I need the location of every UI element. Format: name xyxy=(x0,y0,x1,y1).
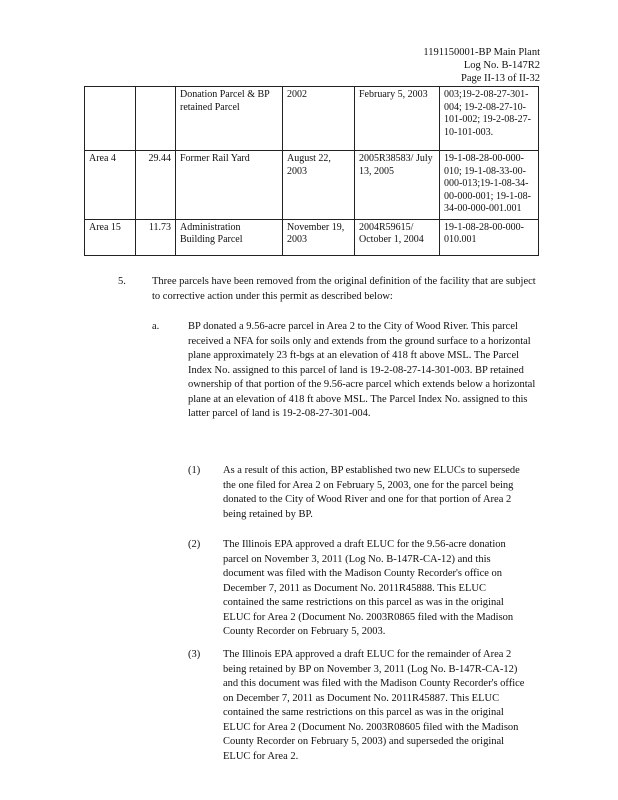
table-cell: 2005R38583/ July 13, 2005 xyxy=(355,151,440,220)
table-cell: February 5, 2003 xyxy=(355,87,440,151)
table-cell: 19-1-08-28-00-000-010.001 xyxy=(440,219,539,255)
table-cell: 2004R59615/ October 1, 2004 xyxy=(355,219,440,255)
table-cell: 19-1-08-28-00-000-010; 19-1-08-33-00-000-013;19-1-08-34-00-000-001; 19-1-08-34-00-000-001.001 xyxy=(440,151,539,220)
table-cell: August 22, 2003 xyxy=(283,151,355,220)
table-cell: Donation Parcel & BP retained Parcel xyxy=(176,87,283,151)
table-cell: Area 15 xyxy=(85,219,136,255)
item-5-text: Three parcels have been removed from the original definition of the facility that are subject to corrective action under this permit as described below: xyxy=(152,276,536,302)
table-cell xyxy=(85,87,136,151)
table-cell xyxy=(136,87,176,151)
table-row xyxy=(85,219,539,255)
table-cell: 2002 xyxy=(283,87,355,151)
item-a-label: a. xyxy=(152,321,160,332)
subitem-2-text: The Illinois EPA approved a draft ELUC for the 9.56-acre donation parcel on November 3, 2011 (Log No. B-147R-CA-12) and this document was filed with the Madison County Recorder's office on December 7, 2011 as Document No. 2011R45888. This ELUC contained the same restrictions on this parcel as was in the original ELUC for Area 2 (Document No. 2003R0865 filed with the Madison County Recorder on February 5, 2003. xyxy=(223,539,514,637)
table-cell: 003;19-2-08-27-301-004; 19-2-08-27-10-101-002; 19-2-08-27-10-101-003. xyxy=(440,87,539,151)
item-5-number: 5. xyxy=(118,276,126,287)
table-cell: Former Rail Yard xyxy=(176,151,283,220)
table-row xyxy=(85,151,539,220)
parcel-table xyxy=(84,86,539,256)
table-row xyxy=(85,87,539,151)
subitem-3-label: (3) xyxy=(188,649,201,660)
subitem-2-label: (2) xyxy=(188,539,201,550)
subitem-1-label: (1) xyxy=(188,465,201,476)
page-header xyxy=(423,46,540,85)
table-cell: November 19, 2003 xyxy=(283,219,355,255)
table-cell: 11.73 xyxy=(136,219,176,255)
table-cell: Area 4 xyxy=(85,151,136,220)
facility-id: 1191150001-BP Main Plant xyxy=(423,47,540,58)
page-number: Page II-13 of II-32 xyxy=(460,73,540,84)
table-cell: 29.44 xyxy=(136,151,176,220)
item-a-text: BP donated a 9.56-acre parcel in Area 2 to the City of Wood River. This parcel received a NFA for soils only and extends from the ground surface to a horizontal plane approximately 23 ft-bgs at an elevation of 418 ft above MSL. The Parcel Index No. assigned to this parcel of land is 19-2-08-27-14-301-003. BP retained ownership of that portion of the 9.56-acre parcel which extends below a horizontal plane at an elevation of 418 ft above MSL. The Parcel Index No. assigned to this latter parcel of land is 19-2-08-27-301-004. xyxy=(188,321,536,419)
subitem-1-text: As a result of this action, BP established two new ELUCs to supersede the one filed for Area 2 on February 5, 2003, one for the parcel being donated to the City of Wood River and one for that portion of Area 2 being retained by BP. xyxy=(223,465,520,520)
log-number: Log No. B-147R2 xyxy=(463,60,540,71)
subitem-3-text: The Illinois EPA approved a draft ELUC for the remainder of Area 2 being retained by BP on November 3, 2011 (Log No. B-147R-CA-12) and this document was filed with the Madison County Recorder's office on December 7, 2011 as Document No. 2011R45887. This ELUC contained the same restrictions on this parcel as was in the original ELUC for Area 2 (Document No. 2003R08605 filed with the Madison County Recorder on February 5, 2003) and superseded the original ELUC for Area 2. xyxy=(223,649,525,762)
table-cell: Administration Building Parcel xyxy=(176,219,283,255)
